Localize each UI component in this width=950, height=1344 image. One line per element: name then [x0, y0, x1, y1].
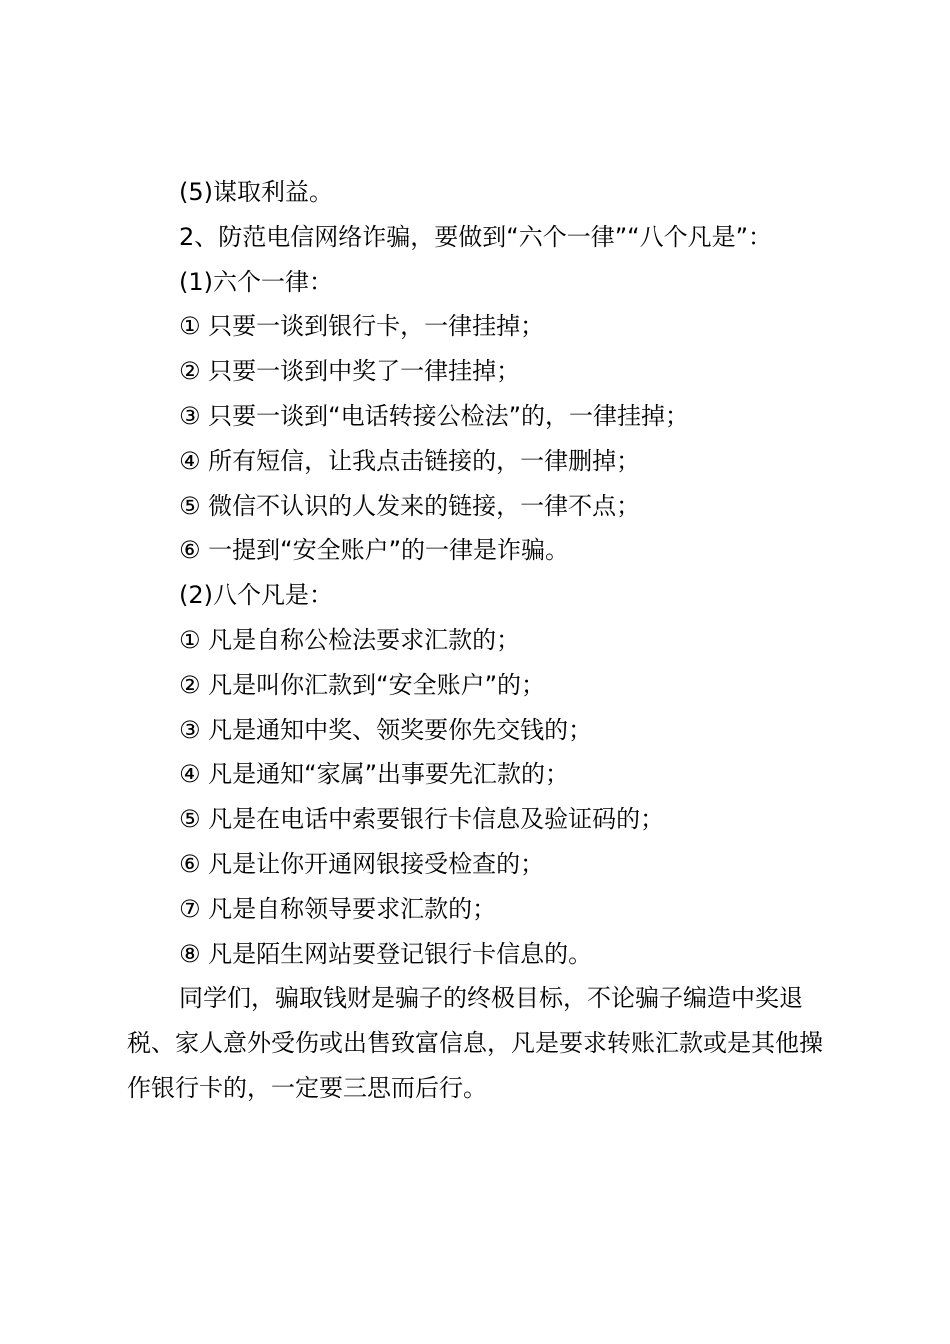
eight-rules-item-2: ② 凡是叫你汇款到“安全账户”的；: [179, 670, 546, 699]
eight-rules-item-6: ⑥ 凡是让你开通网银接受检查的；: [179, 849, 545, 878]
six-rules-item-5: ⑤ 微信不认识的人发来的链接，一律不点；: [179, 491, 641, 520]
document-body: [127, 170, 842, 1111]
eight-rules-item-7: ⑦ 凡是自称领导要求汇款的；: [179, 894, 497, 923]
subheading-eight-rules: (2)八个凡是：: [179, 581, 333, 610]
eight-rules-item-5: ⑤ 凡是在电话中索要银行卡信息及验证码的；: [179, 805, 665, 834]
item-5-seek-benefit: (5)谋取利益。: [179, 178, 333, 206]
section-2-heading: 2、防范电信网络诈骗，要做到“六个一律”“八个凡是”：: [179, 222, 773, 251]
eight-rules-item-1: ① 凡是自称公检法要求汇款的；: [179, 625, 521, 654]
six-rules-item-1: ① 只要一谈到银行卡，一律挂掉；: [179, 312, 545, 341]
closing-paragraph: 同学们，骗取钱财是骗子的终极目标，不论骗子编造中奖退税、家人意外受伤或出售致富信息，凡是要求转账汇款或是其他操作银行卡的，一定要三思而后行。: [127, 984, 823, 1102]
six-rules-item-6: ⑥ 一提到“安全账户”的一律是诈骗。: [179, 536, 570, 565]
subheading-six-rules: (1)六个一律：: [179, 267, 333, 296]
eight-rules-item-3: ③ 凡是通知中奖、领奖要你先交钱的；: [179, 715, 593, 744]
six-rules-item-3: ③ 只要一谈到“电话转接公检法”的，一律挂掉；: [179, 401, 690, 430]
eight-rules-item-8: ⑧ 凡是陌生网站要登记银行卡信息的。: [179, 939, 593, 968]
six-rules-item-2: ② 只要一谈到中奖了一律挂掉；: [179, 357, 521, 386]
six-rules-item-4: ④ 所有短信，让我点击链接的，一律删掉；: [179, 446, 641, 475]
eight-rules-item-4: ④ 凡是通知“家属”出事要先汇款的；: [179, 760, 570, 789]
